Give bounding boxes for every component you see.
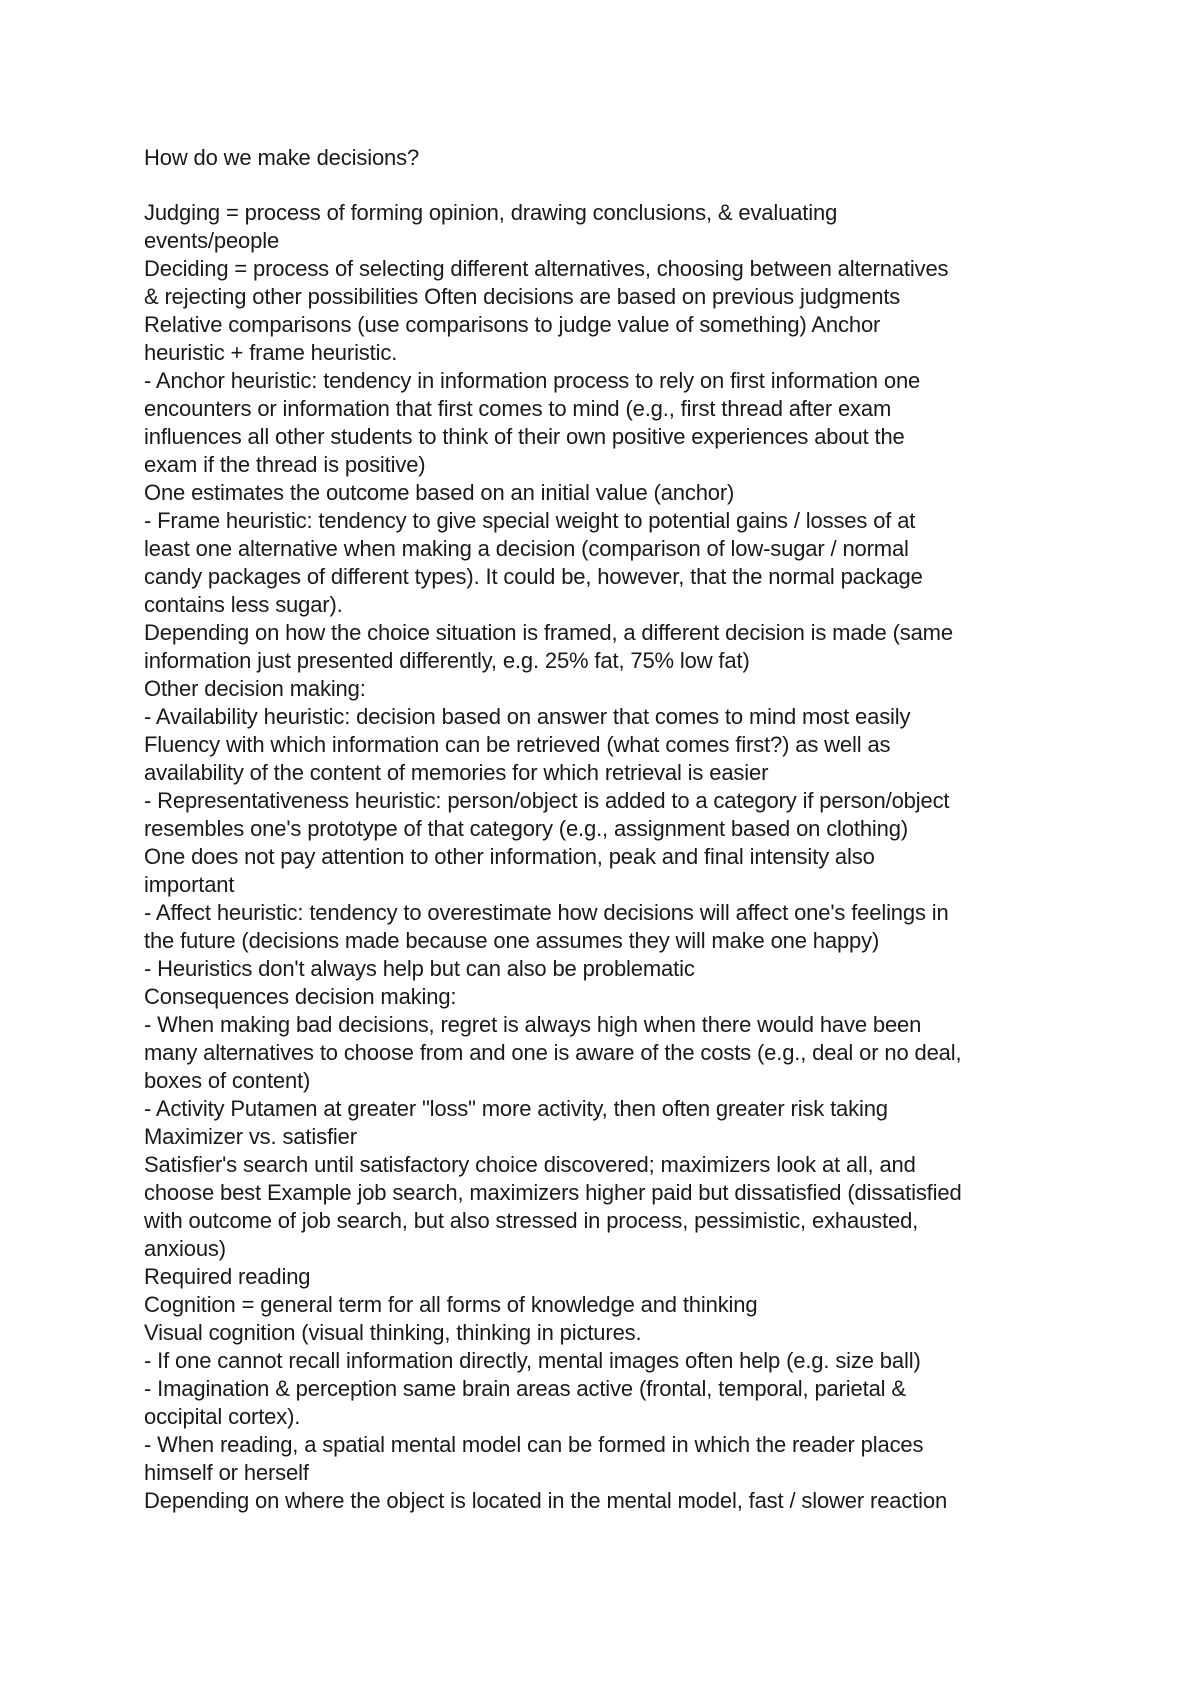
text-line: - Heuristics don't always help but can also be problematic <box>144 956 695 981</box>
text-line: - Anchor heuristic: tendency in information process to rely on first information one <box>144 368 921 393</box>
text-line: Depending on where the object is located in the mental model, fast / slower reaction <box>144 1488 948 1513</box>
text-line: least one alternative when making a decision (comparison of low-sugar / normal <box>144 536 909 561</box>
text-line: Deciding = process of selecting different alternatives, choosing between alternatives <box>144 256 949 281</box>
text-line: - If one cannot recall information directly, mental images often help (e.g. size ball) <box>144 1348 921 1373</box>
blank-line <box>144 172 1084 199</box>
text-line: occipital cortex). <box>144 1404 301 1429</box>
text-line: himself or herself <box>144 1460 309 1485</box>
text-line: - When reading, a spatial mental model can be formed in which the reader places <box>144 1432 924 1457</box>
text-line: boxes of content) <box>144 1068 311 1093</box>
text-line: exam if the thread is positive) <box>144 452 426 477</box>
text-line: resembles one's prototype of that category (e.g., assignment based on clothing) <box>144 816 909 841</box>
text-line: Cognition = general term for all forms of knowledge and thinking <box>144 1292 758 1317</box>
text-line: heuristic + frame heuristic. <box>144 340 398 365</box>
text-line: information just presented differently, e.g. 25% fat, 75% low fat) <box>144 648 750 673</box>
text-line: & rejecting other possibilities Often decisions are based on previous judgments <box>144 284 901 309</box>
text-line: Depending on how the choice situation is framed, a different decision is made (same <box>144 620 953 645</box>
text-line: Fluency with which information can be retrieved (what comes first?) as well as <box>144 732 891 757</box>
text-line: events/people <box>144 228 280 253</box>
text-line: anxious) <box>144 1236 226 1261</box>
text-line: encounters or information that first comes to mind (e.g., first thread after exam <box>144 396 892 421</box>
text-line: important <box>144 872 235 897</box>
text-line: the future (decisions made because one assumes they will make one happy) <box>144 928 880 953</box>
text-line: many alternatives to choose from and one is aware of the costs (e.g., deal or no deal, <box>144 1040 962 1065</box>
text-line: Relative comparisons (use comparisons to judge value of something) Anchor <box>144 312 881 337</box>
text-line: Other decision making: <box>144 676 366 701</box>
text-line: - Availability heuristic: decision based on answer that comes to mind most easily <box>144 704 911 729</box>
text-line: Required reading <box>144 1264 311 1289</box>
text-line: influences all other students to think of their own positive experiences about the <box>144 424 905 449</box>
text-line: Consequences decision making: <box>144 984 457 1009</box>
document-page <box>144 144 1084 1515</box>
text-line: - When making bad decisions, regret is always high when there would have been <box>144 1012 922 1037</box>
document-body <box>144 199 1084 1515</box>
text-line: One does not pay attention to other information, peak and final intensity also <box>144 844 875 869</box>
text-line: availability of the content of memories for which retrieval is easier <box>144 760 769 785</box>
text-line: Maximizer vs. satisfier <box>144 1124 357 1149</box>
text-line: - Frame heuristic: tendency to give special weight to potential gains / losses of at <box>144 508 916 533</box>
text-line: - Affect heuristic: tendency to overestimate how decisions will affect one's feelings in <box>144 900 949 925</box>
document-title: How do we make decisions? <box>144 145 420 170</box>
text-line: - Activity Putamen at greater "loss" more activity, then often greater risk taking <box>144 1096 888 1121</box>
text-line: One estimates the outcome based on an initial value (anchor) <box>144 480 735 505</box>
text-line: Satisfier's search until satisfactory choice discovered; maximizers look at all, and <box>144 1152 916 1177</box>
text-line: - Imagination & perception same brain areas active (frontal, temporal, parietal & <box>144 1376 906 1401</box>
text-line: choose best Example job search, maximizers higher paid but dissatisfied (dissatisfied <box>144 1180 962 1205</box>
text-line: contains less sugar). <box>144 592 343 617</box>
text-line: candy packages of different types). It could be, however, that the normal package <box>144 564 923 589</box>
text-line: Judging = process of forming opinion, drawing conclusions, & evaluating <box>144 200 838 225</box>
text-line: with outcome of job search, but also stressed in process, pessimistic, exhausted, <box>144 1208 919 1233</box>
text-line: Visual cognition (visual thinking, thinking in pictures. <box>144 1320 642 1345</box>
text-line: - Representativeness heuristic: person/object is added to a category if person/object <box>144 788 950 813</box>
